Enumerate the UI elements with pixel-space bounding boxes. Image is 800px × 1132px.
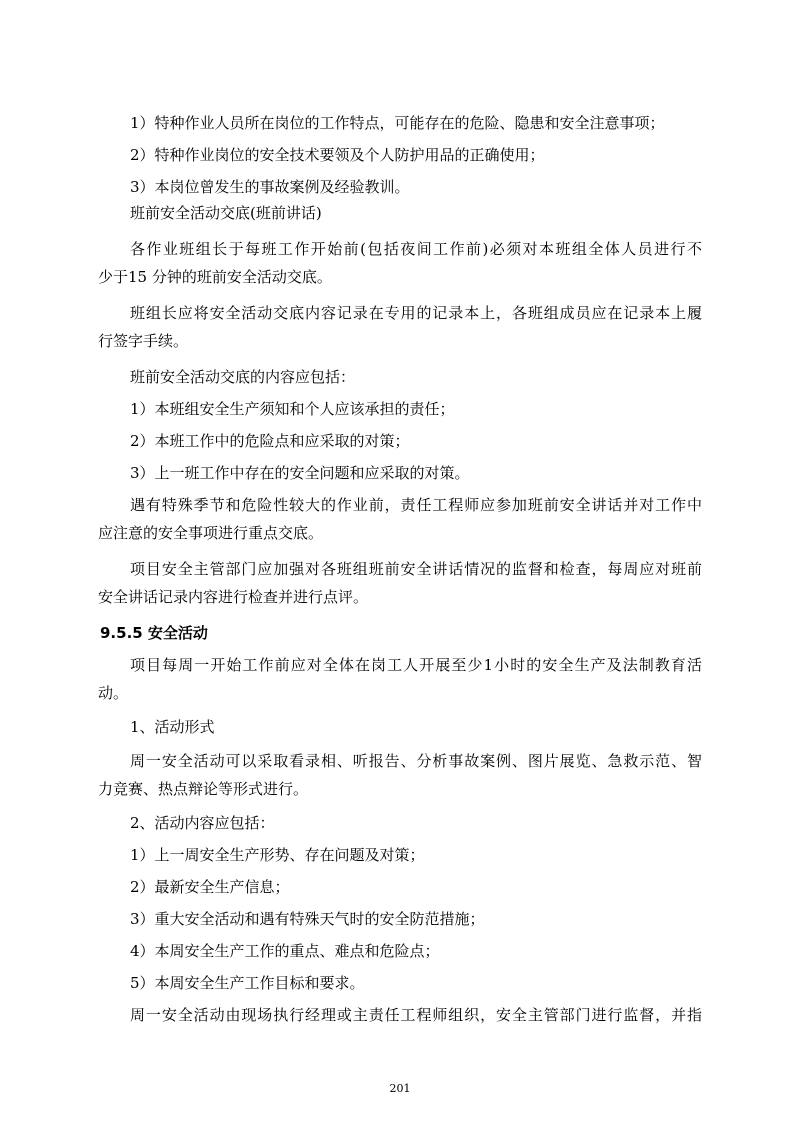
text-line: 应注意的安全事项进行重点交底。 bbox=[98, 524, 324, 542]
text-line: 遇有特殊季节和危险性较大的作业前，责任工程师应参加班前安全讲话并对工作中 bbox=[130, 496, 702, 514]
text-line: 动。 bbox=[98, 684, 129, 702]
text-line: 3）上一班工作中存在的安全问题和应采取的对策。 bbox=[130, 464, 470, 482]
text-line: 各作业班组长于每班工作开始前(包括夜间工作前)必须对本班组全体人员进行不 bbox=[130, 240, 702, 258]
text-line: 3）重大安全活动和遇有特殊天气时的安全防范措施； bbox=[130, 910, 485, 928]
text-line: 4）本周安全生产工作的重点、难点和危险点； bbox=[130, 942, 440, 960]
text-line: 班前安全活动交底的内容应包括： bbox=[130, 368, 356, 386]
text-line: 周一安全活动可以采取看录相、听报告、分析事故案例、图片展览、急救示范、智 bbox=[130, 752, 702, 770]
section-heading: 9.5.5 安全活动 bbox=[100, 624, 208, 642]
page-number: 201 bbox=[389, 1082, 411, 1095]
text-line: 项目每周一开始工作前应对全体在岗工人开展至少1小时的安全生产及法制教育活 bbox=[130, 656, 702, 674]
text-line: 项目安全主管部门应加强对各班组班前安全讲话情况的监督和检查，每周应对班前 bbox=[130, 560, 702, 578]
text-line: 1）本班组安全生产须知和个人应该承担的责任； bbox=[130, 400, 455, 418]
text-line: 2）本班工作中的危险点和应采取的对策； bbox=[130, 432, 410, 450]
text-line: 2）特种作业岗位的安全技术要领及个人防护用品的正确使用； bbox=[130, 146, 545, 164]
text-line: 3）本岗位曾发生的事故案例及经验教训。 bbox=[130, 178, 410, 196]
text-line: 行签字手续。 bbox=[98, 332, 189, 350]
text-line: 5）本周安全生产工作目标和要求。 bbox=[130, 974, 365, 992]
section-subtitle: 班前安全活动交底(班前讲话) bbox=[130, 204, 322, 222]
text-line: 班组长应将安全活动交底内容记录在专用的记录本上，各班组成员应在记录本上履 bbox=[130, 304, 702, 322]
text-line: 周一安全活动由现场执行经理或主责任工程师组织，安全主管部门进行监督，并指 bbox=[130, 1006, 702, 1024]
text-line: 1）上一周安全生产形势、存在问题及对策； bbox=[130, 846, 425, 864]
text-line: 2、活动内容应包括： bbox=[130, 814, 275, 832]
text-line: 力竞赛、热点辩论等形式进行。 bbox=[98, 780, 309, 798]
text-line: 少于15 分钟的班前安全活动交底。 bbox=[98, 268, 332, 286]
text-line: 1）特种作业人员所在岗位的工作特点，可能存在的危险、隐患和安全注意事项； bbox=[130, 114, 665, 132]
text-line: 安全讲话记录内容进行检查并进行点评。 bbox=[98, 588, 369, 606]
text-line: 1、活动形式 bbox=[130, 718, 215, 736]
text-line: 2）最新安全生产信息； bbox=[130, 878, 290, 896]
